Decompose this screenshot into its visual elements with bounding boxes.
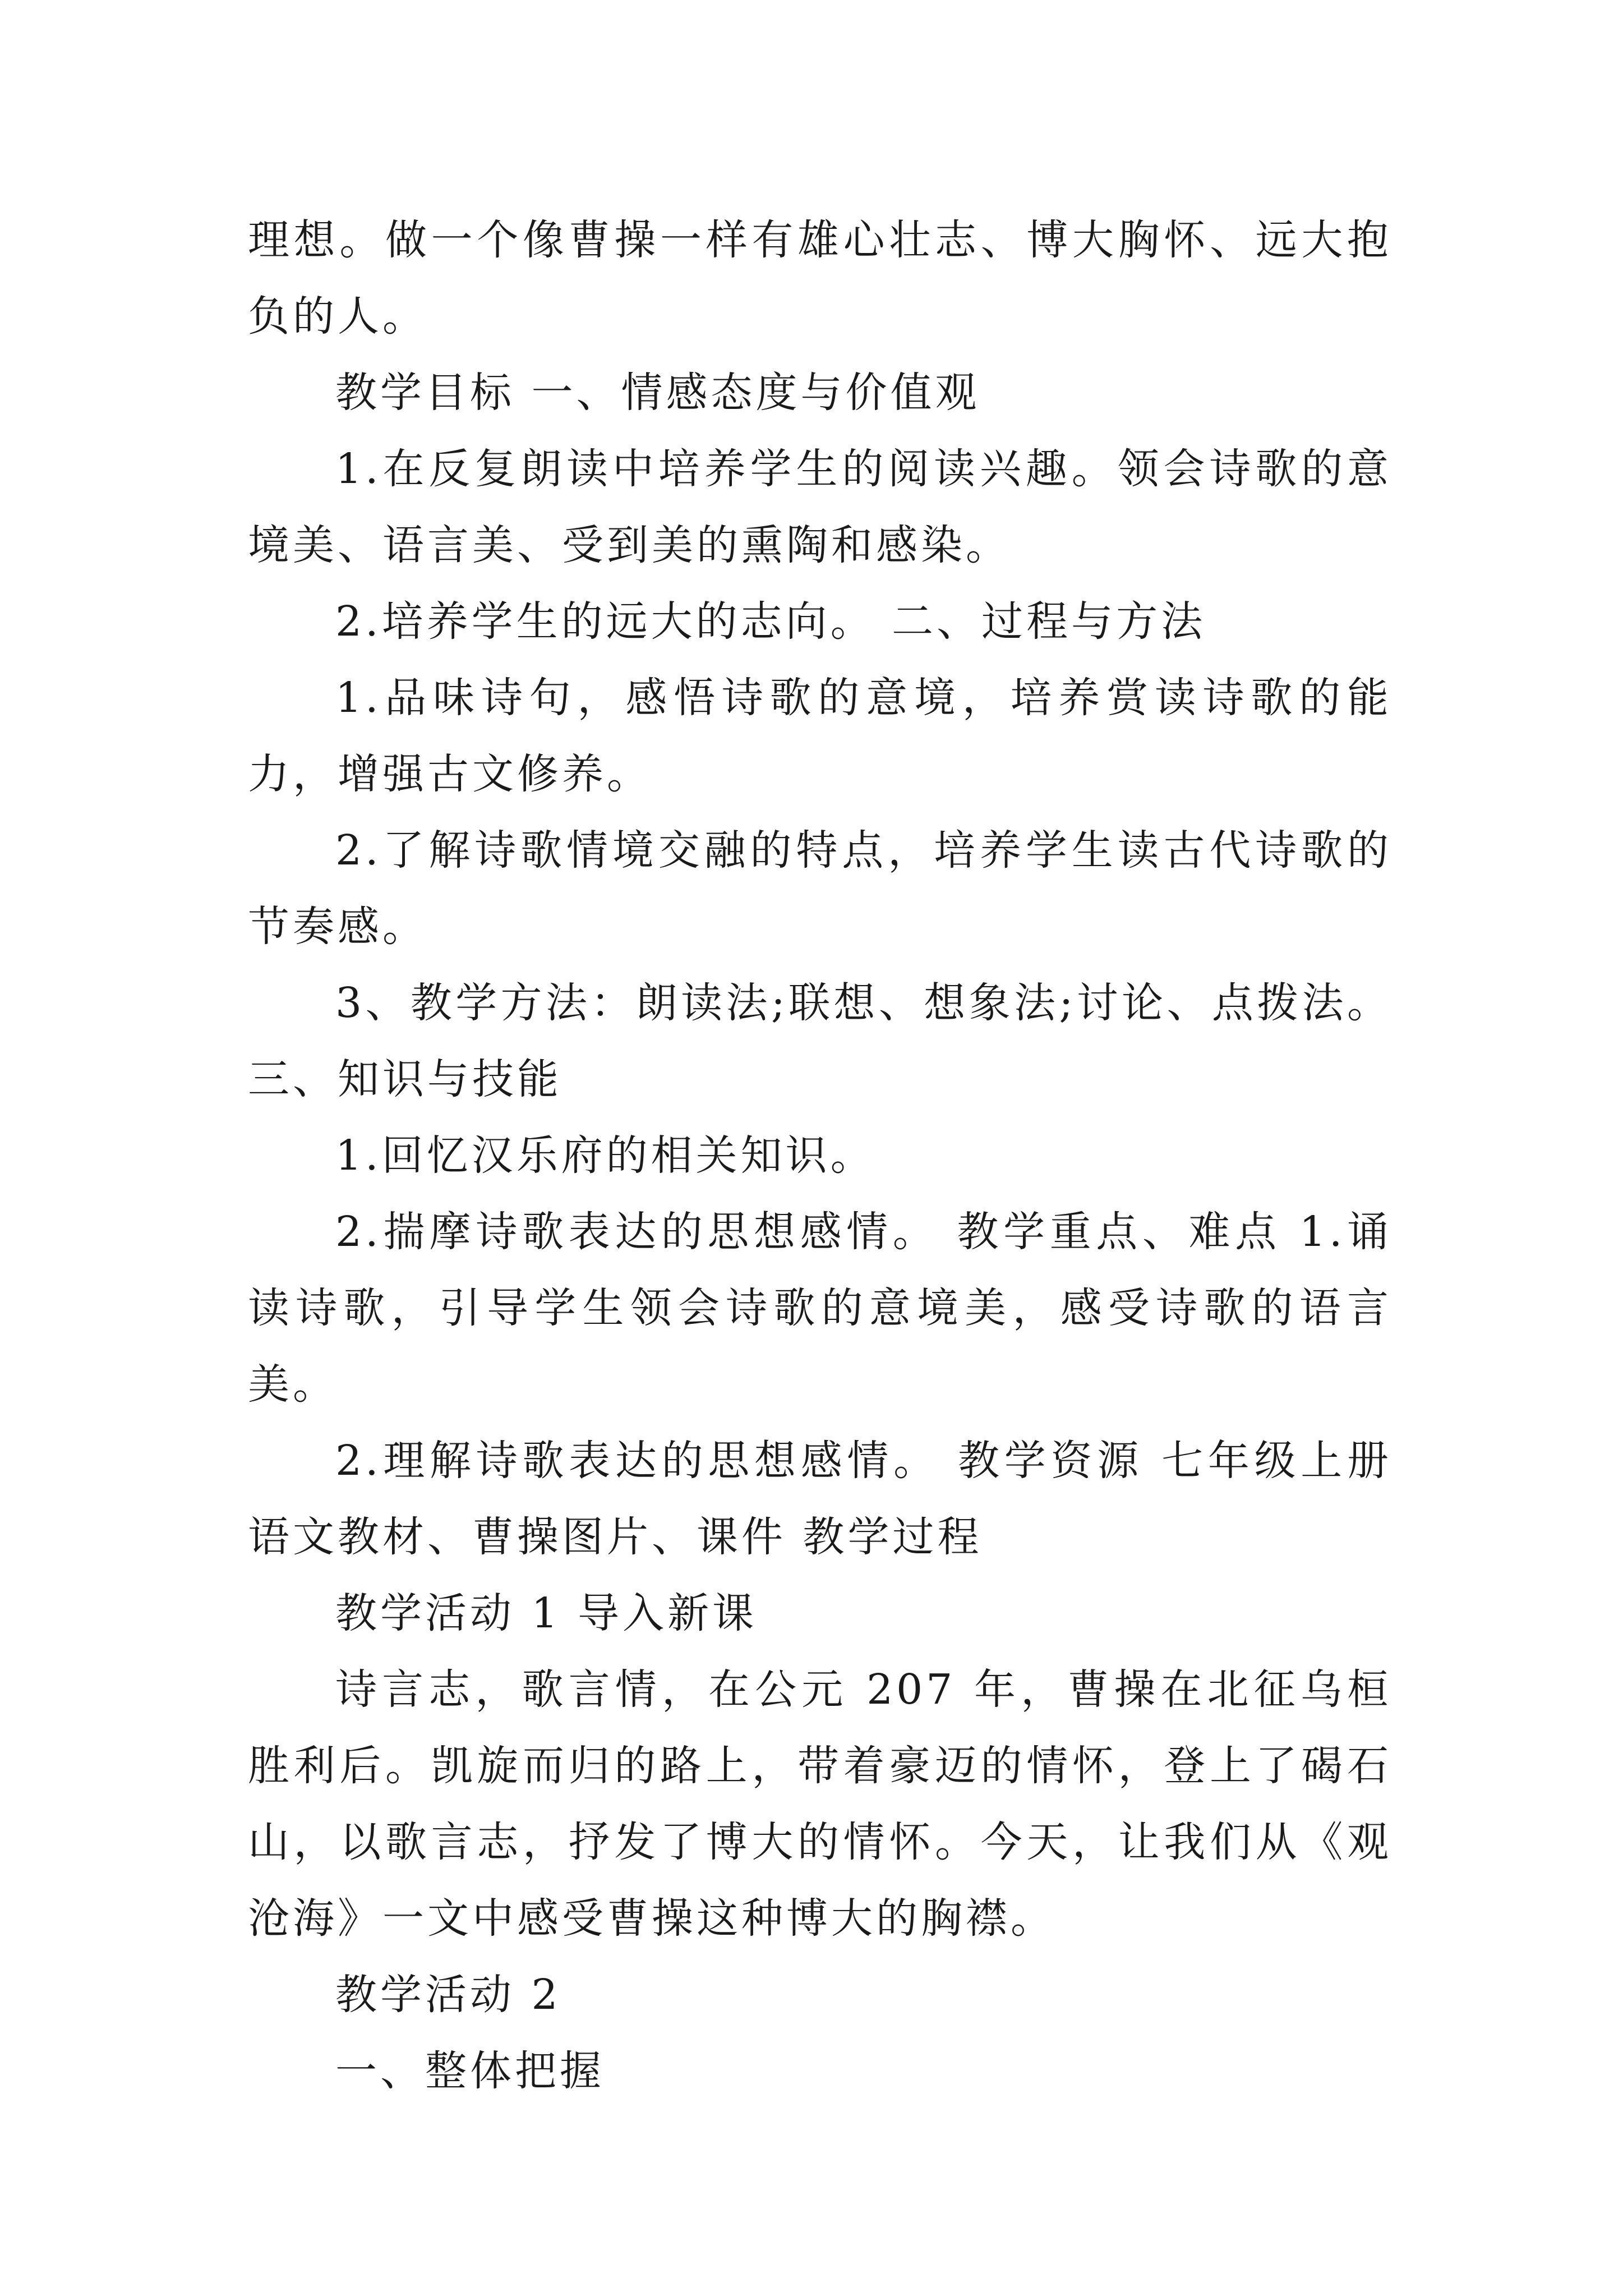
paragraph-13: 教学活动 2 [335,1971,561,2019]
paragraph-12: 诗言志，歌言情，在公元 207 年，曹操在北征乌桓胜利后。凯旋而归的路上，带着豪迈的情怀，登上了碣石山，以歌言志，抒发了博大的情怀。今天，让我们从《观沧海》一文中感受曹操这种博大的胸襟。 [248,1665,1392,1943]
paragraph-9: 2.揣摩诗歌表达的思想感情。 教学重点、难点 1.诵读诗歌，引导学生领会诗歌的意境美，感受诗歌的语言美。 [248,1208,1392,1409]
paragraph-2: 教学目标 一、情感态度与价值观 [335,369,980,417]
paragraph-7: 3、教学方法：朗读法;联想、想象法;讨论、点拨法。三、知识与技能 [248,979,1392,1103]
paragraph-5: 1.品味诗句，感悟诗歌的意境，培养赏读诗歌的能力，增强古文修养。 [248,674,1392,798]
paragraph-10: 2.理解诗歌表达的思想感情。 教学资源 七年级上册语文教材、曹操图片、课件 教学过程 [248,1437,1392,1561]
paragraph-6: 2.了解诗歌情境交融的特点，培养学生读古代诗歌的节奏感。 [248,826,1392,951]
paragraph-14: 一、整体把握 [335,2047,605,2095]
paragraph-1: 理想。做一个像曹操一样有雄心壮志、博大胸怀、远大抱负的人。 [248,216,1392,341]
paragraph-8: 1.回忆汉乐府的相关知识。 [335,1131,875,1180]
paragraph-11: 教学活动 1 导入新课 [335,1589,758,1637]
paragraph-3: 1.在反复朗读中培养学生的阅读兴趣。领会诗歌的意境美、语言美、受到美的熏陶和感染。 [248,445,1392,569]
paragraph-4: 2.培养学生的远大的志向。 二、过程与方法 [335,597,1206,646]
document-body [248,202,1392,2109]
